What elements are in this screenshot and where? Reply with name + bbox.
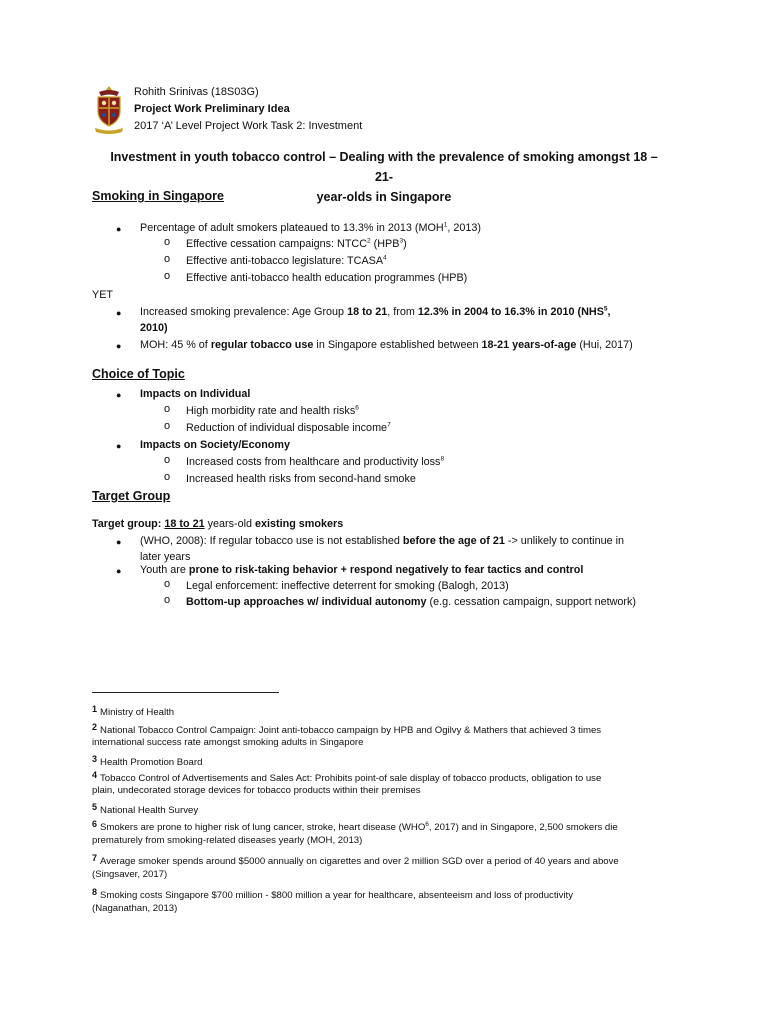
list-item	[140, 562, 583, 578]
footnote-ref: 6	[355, 404, 359, 412]
footnote	[92, 850, 619, 870]
footnote-number: 7	[92, 853, 98, 863]
text: before the age of 21	[402, 535, 505, 547]
list-item-continuation: later years	[140, 551, 191, 563]
bullet-icon: ●	[116, 537, 122, 547]
footnote-continuation: international success rate amongst smoking adults in Singapore	[92, 737, 364, 748]
circle-bullet-icon: o	[164, 236, 171, 248]
footnote-continuation: prematurely from smoking-related diseases yearly (MOH, 2013)	[92, 835, 363, 846]
text: )	[403, 238, 407, 250]
text: MOH: 45 % of	[140, 339, 211, 351]
footnote-ref: 1	[443, 221, 448, 229]
list-item	[140, 533, 624, 549]
bullet-icon: ●	[116, 390, 122, 400]
sub-list-item: Legal enforcement: ineffective deterrent for smoking (Balogh, 2013)	[186, 580, 509, 592]
text: 18 to 21	[164, 518, 205, 530]
bullet-icon: ●	[116, 308, 122, 318]
list-item: Impacts on Society/Economy	[140, 439, 290, 451]
sub-list-item: Increased health risks from second-hand smoke	[186, 473, 416, 485]
text: Increased costs from healthcare and productivity loss	[186, 456, 441, 468]
circle-bullet-icon: o	[164, 454, 171, 466]
sub-list-item	[186, 253, 387, 269]
text: regular tobacco use	[210, 339, 314, 351]
text: 18 to 21	[347, 306, 388, 318]
footnote-text: National Health Survey	[100, 805, 199, 816]
bullet-icon: ●	[116, 224, 122, 234]
footnote-text: Ministry of Health	[100, 707, 175, 718]
text: ,	[607, 306, 611, 318]
text: existing smokers	[255, 518, 344, 530]
text: prone to risk-taking behavior + respond negatively to fear tactics and control	[188, 564, 584, 576]
text: in Singapore established between	[313, 339, 482, 351]
footnote-ref: 6	[425, 820, 429, 828]
task-line: 2017 ‘A’ Level Project Work Task 2: Investment	[134, 120, 363, 132]
footnote	[92, 701, 174, 721]
list-item: Impacts on Individual	[140, 388, 251, 400]
circle-bullet-icon: o	[164, 594, 171, 606]
sub-list-item	[186, 236, 407, 252]
bullet-icon: ●	[116, 566, 122, 576]
circle-bullet-icon: o	[164, 270, 171, 282]
text: , from	[387, 306, 418, 318]
sub-list-item	[186, 420, 391, 436]
footnote-number: 6	[92, 819, 98, 829]
text: Effective anti-tobacco legislature: TCASA	[186, 255, 384, 267]
footnote-number: 1	[92, 704, 98, 714]
section-heading-smoking: Smoking in Singapore	[92, 189, 224, 203]
list-item-continuation: 2010)	[140, 322, 168, 334]
list-item	[140, 220, 481, 236]
footnote-number: 3	[92, 754, 98, 764]
footnote-number: 4	[92, 770, 98, 780]
yet-label: YET	[92, 289, 113, 301]
footnote-continuation: (Singsaver, 2017)	[92, 869, 168, 880]
text: Increased smoking prevalence: Age Group	[140, 306, 348, 318]
footnote-continuation: plain, undecorated storage devices for tobacco products within their premises	[92, 785, 421, 796]
text: (HPB	[370, 238, 400, 250]
text: Reduction of individual disposable income	[186, 422, 388, 434]
text: Target group:	[92, 518, 165, 530]
text: Youth are	[140, 564, 189, 576]
document-type: Project Work Preliminary Idea	[134, 103, 290, 115]
section-heading-target: Target Group	[92, 489, 171, 503]
footnote-ref: 7	[387, 421, 391, 429]
sub-list-item	[186, 454, 444, 470]
school-crest-logo	[93, 84, 125, 136]
footnote-number: 8	[92, 887, 98, 897]
footnote-text: , 2017) and in Singapore, 2,500 smokers die	[428, 822, 618, 833]
text: (WHO, 2008): If regular tobacco use is not established	[140, 535, 403, 547]
text: 18-21 years-of-age	[481, 339, 577, 351]
circle-bullet-icon: o	[164, 578, 171, 590]
footnote-ref: 2	[367, 237, 371, 245]
footnote-ref: 5	[603, 305, 608, 313]
circle-bullet-icon: o	[164, 471, 171, 483]
bullet-icon: ●	[116, 441, 122, 451]
sub-list-item: Effective anti-tobacco health education programmes (HPB)	[186, 272, 468, 284]
text: 12.3% in 2004 to 16.3% in 2010 (NHS	[417, 306, 604, 318]
sub-list-item	[186, 594, 636, 610]
author-line: Rohith Srinivas (18S03G)	[134, 86, 259, 98]
footnote-text: Health Promotion Board	[100, 757, 203, 768]
footnote-number: 2	[92, 722, 98, 732]
bullet-icon: ●	[116, 341, 122, 351]
footnote-text: National Tobacco Control Campaign: Joint anti-tobacco campaign by HPB and Ogilvy & Mathers that achieved 3 times	[100, 725, 602, 736]
text: High morbidity rate and health risks	[186, 405, 356, 417]
footnote-divider	[92, 692, 279, 693]
footnote-text: Smokers are prone to higher risk of lung cancer, stroke, heart disease (WHO	[100, 822, 426, 833]
footnote-number: 5	[92, 802, 98, 812]
list-item	[140, 304, 611, 320]
text: Bottom-up approaches w/ individual autonomy	[186, 596, 427, 608]
text: , 2013)	[447, 222, 481, 234]
sub-list-item	[186, 403, 359, 419]
footnote-ref: 8	[440, 455, 445, 463]
footnote-ref: 4	[383, 254, 387, 262]
footnote-continuation: (Naganathan, 2013)	[92, 903, 178, 914]
text: years-old	[204, 518, 255, 530]
title-line-2: year-olds in Singapore	[316, 190, 452, 204]
footnote-text: Smoking costs Singapore $700 million - $800 million a year for healthcare, absenteeism and loss of productivity	[100, 890, 574, 901]
text: Effective cessation campaigns: NTCC	[186, 238, 368, 250]
text: (Hui, 2017)	[576, 339, 633, 351]
text: Percentage of adult smokers plateaued to 13.3% in 2013 (MOH	[140, 222, 444, 234]
circle-bullet-icon: o	[164, 253, 171, 265]
target-intro	[92, 516, 343, 532]
list-item	[140, 337, 633, 353]
text: -> unlikely to continue in	[504, 535, 624, 547]
circle-bullet-icon: o	[164, 403, 171, 415]
circle-bullet-icon: o	[164, 420, 171, 432]
footnote-text: Average smoker spends around $5000 annually on cigarettes and over 2 million SGD over a period of 40 years and above	[100, 856, 619, 867]
footnote-ref: 3	[399, 237, 404, 245]
footnote-text: Tobacco Control of Advertisements and Sales Act: Prohibits point-of sale display of tobacco products, obligation to use	[100, 773, 602, 784]
title-line-1: Investment in youth tobacco control – Dealing with the prevalence of smoking amongst 18 – 21-	[110, 150, 658, 184]
section-heading-topic: Choice of Topic	[92, 367, 185, 381]
text: (e.g. cessation campaign, support network)	[426, 596, 636, 608]
